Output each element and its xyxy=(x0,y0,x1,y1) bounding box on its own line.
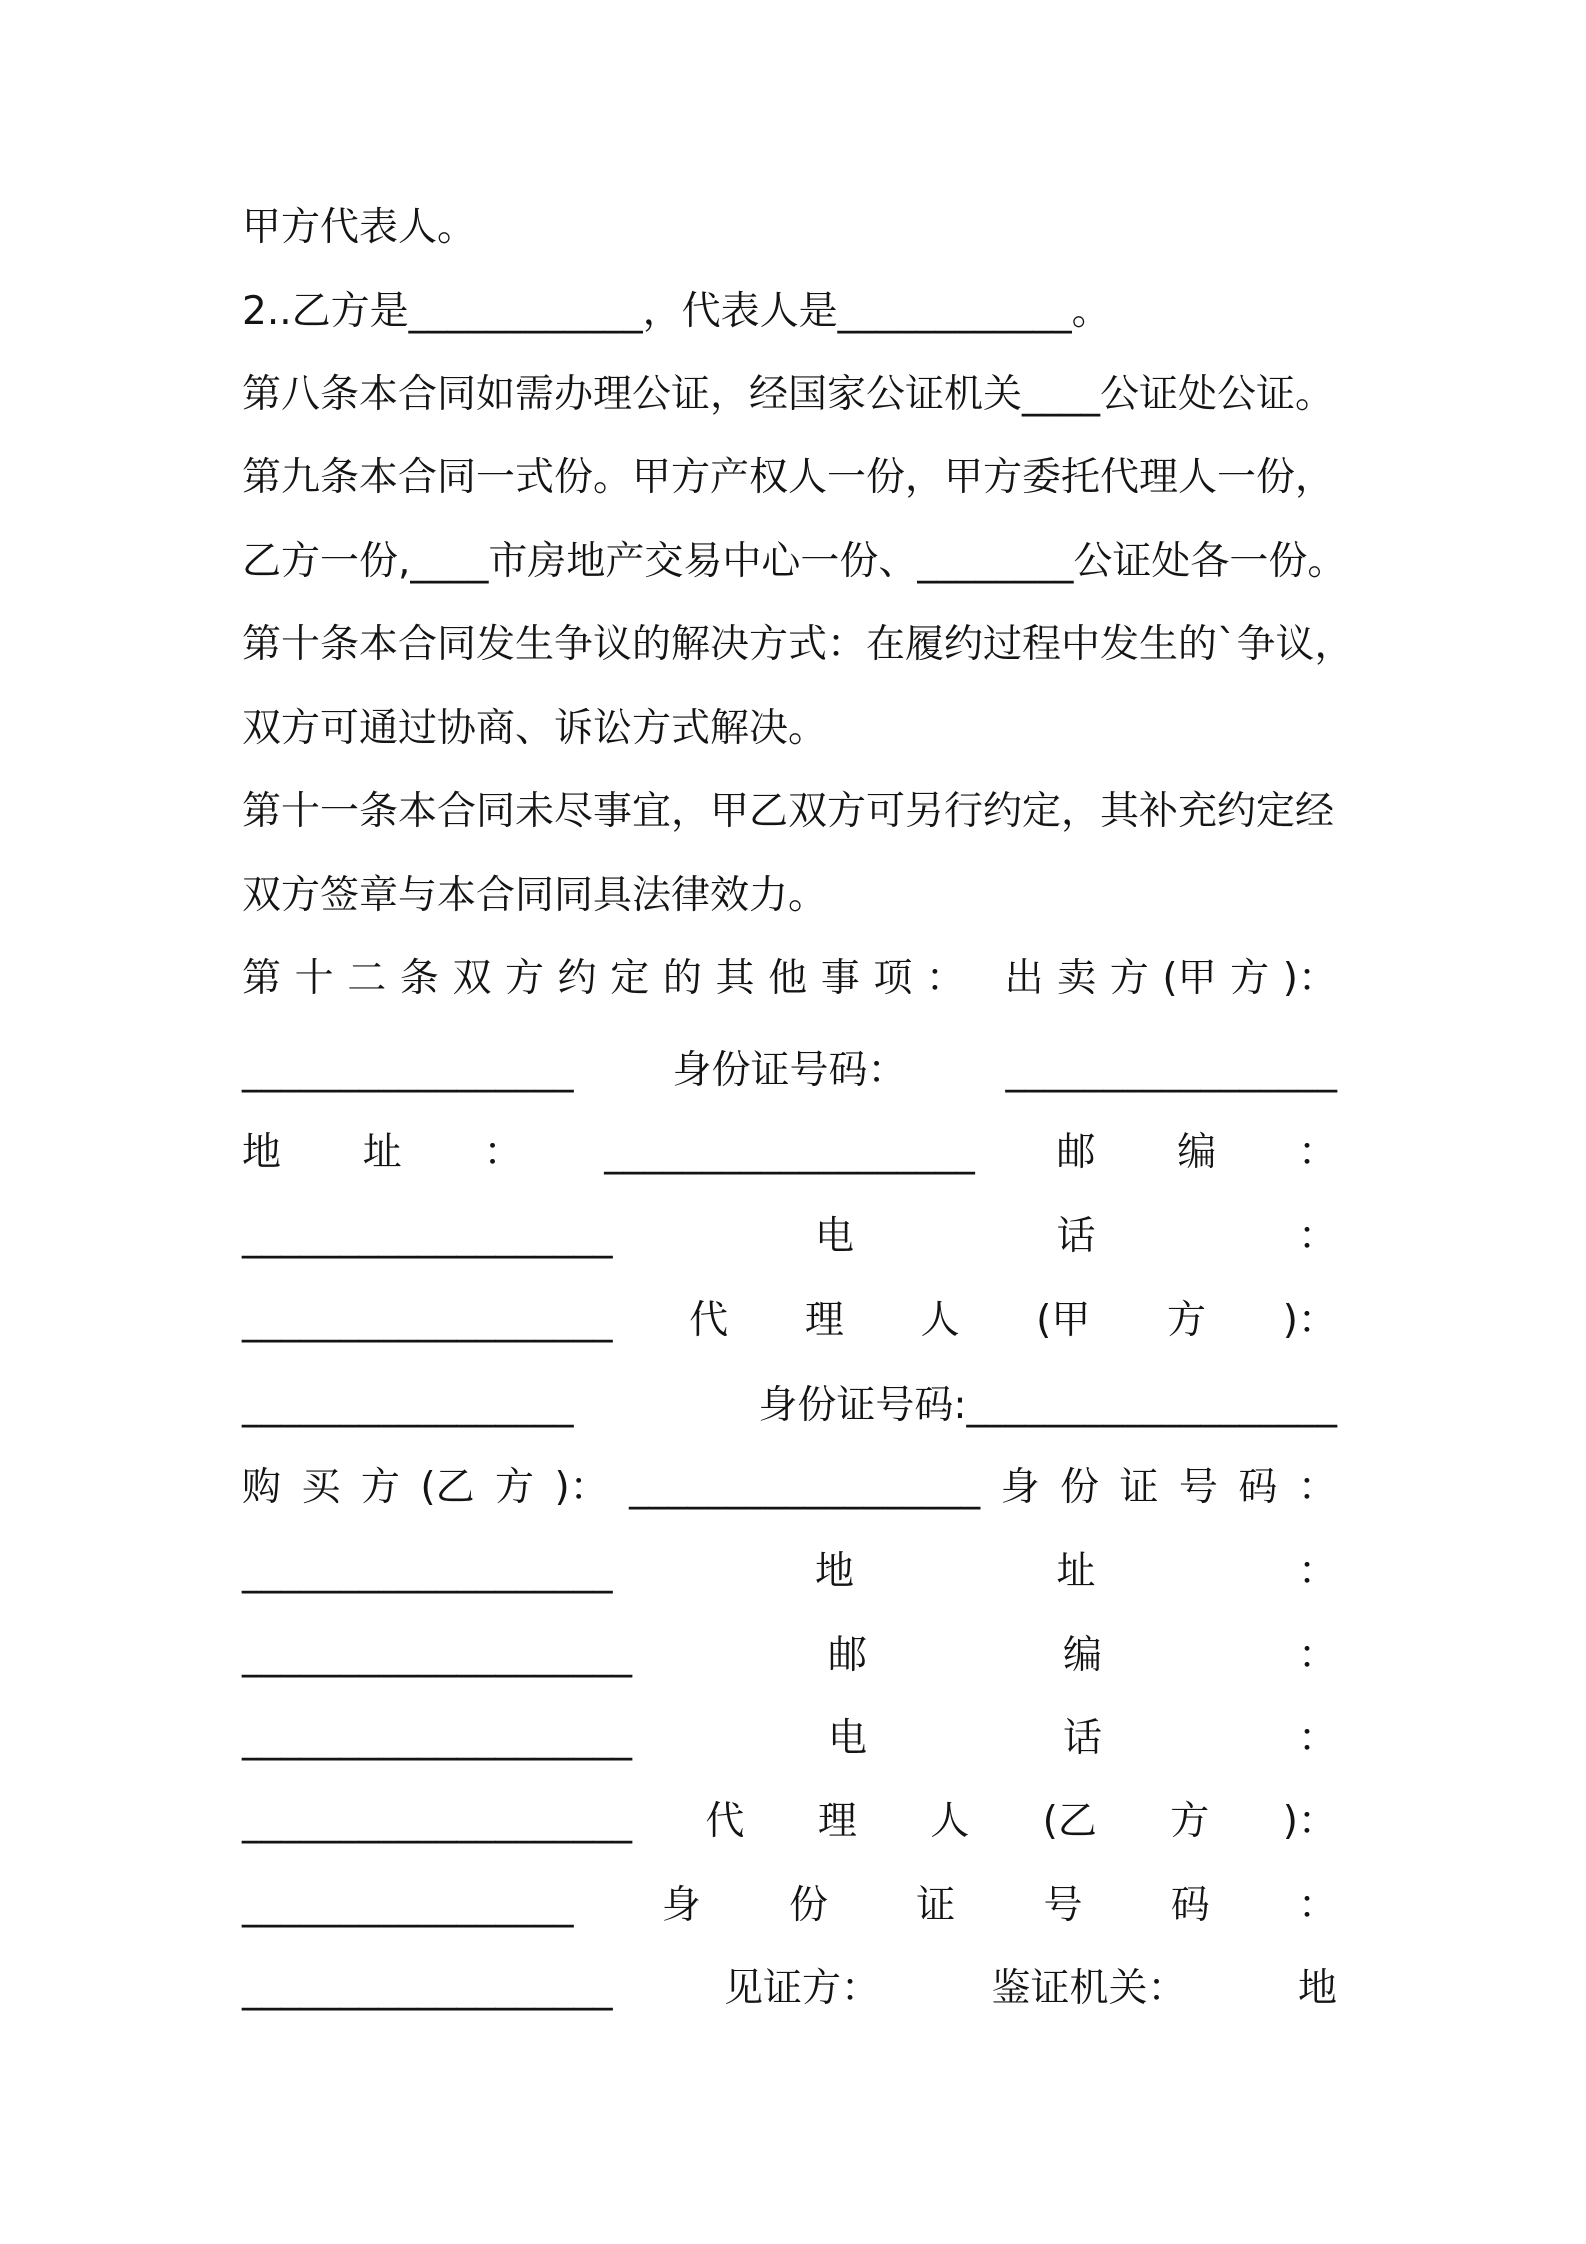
row-char: 其 xyxy=(715,956,755,1001)
seller-address-row xyxy=(242,1128,1337,1178)
buyer-row xyxy=(242,1463,1337,1513)
seller-agent-id-row xyxy=(242,1381,1337,1431)
row-char: 代 xyxy=(689,1298,729,1343)
row-char: 编 xyxy=(1062,1633,1102,1678)
clause-12-seller-row xyxy=(242,954,1337,1004)
row-char: 身 xyxy=(1000,1465,1040,1510)
row-char: ： xyxy=(483,1130,523,1175)
row-char: )： xyxy=(1282,956,1337,1001)
row-char: 的 xyxy=(662,956,702,1001)
blank-field: ___________________ xyxy=(242,1966,613,2011)
row-char: 话 xyxy=(1056,1214,1096,1259)
row-gap xyxy=(979,954,991,1004)
buyer-postcode-row xyxy=(242,1631,1337,1681)
row-char: 卖 xyxy=(1057,956,1097,1001)
row-char: 电 xyxy=(814,1214,854,1259)
buyer-agent-row xyxy=(242,1797,1337,1847)
row-char: )： xyxy=(554,1465,609,1510)
blank-field: __________________ xyxy=(629,1465,981,1510)
row-char: 约 xyxy=(557,956,597,1001)
row-char: ： xyxy=(925,956,965,1001)
row-char: 址 xyxy=(1056,1549,1096,1594)
row-char: 方 xyxy=(1170,1799,1210,1844)
row-char: (甲 xyxy=(1036,1298,1091,1343)
row-char: ： xyxy=(1297,1716,1337,1761)
blank-field: ____________________ xyxy=(242,1716,632,1761)
clause-11-line-1: 第十一条本合同未尽事宜，甲乙双方可另行约定，其补充约定经 xyxy=(242,789,1335,834)
notary-label: 鉴证机关： xyxy=(991,1966,1187,2011)
row-char: 地 xyxy=(1297,1966,1337,2011)
row-char: 买 xyxy=(301,1465,341,1510)
clause-11-line-2: 双方签章与本合同同具法律效力。 xyxy=(242,873,828,918)
row-char: 出 xyxy=(1004,956,1044,1001)
row-char: 邮 xyxy=(1056,1130,1096,1175)
row-char: ： xyxy=(1297,1883,1337,1928)
blank-field: _________________ xyxy=(242,1048,574,1093)
row-char: 他 xyxy=(768,956,808,1001)
row-char: 电 xyxy=(827,1716,867,1761)
buyer-address-row xyxy=(242,1547,1337,1597)
seller-agent-row xyxy=(242,1296,1337,1346)
row-char: 代 xyxy=(705,1799,745,1844)
row-char: ： xyxy=(1297,1633,1337,1678)
row-char: 人 xyxy=(920,1298,960,1343)
witness-label: 见证方： xyxy=(723,1966,880,2011)
row-char: 方 xyxy=(360,1465,400,1510)
buyer-phone-row xyxy=(242,1714,1337,1764)
row-char: 项 xyxy=(873,956,913,1001)
row-char: 码 xyxy=(1238,1465,1278,1510)
row-char: 话 xyxy=(1062,1716,1102,1761)
row-char: (乙 xyxy=(1042,1799,1097,1844)
row-char: 方 xyxy=(1167,1298,1207,1343)
row-char: 理 xyxy=(817,1799,857,1844)
row-char: (乙 xyxy=(420,1465,475,1510)
row-char: 证 xyxy=(1119,1465,1159,1510)
row-char: )： xyxy=(1282,1298,1337,1343)
clause-10-line-2: 双方可通过协商、诉讼方式解决。 xyxy=(242,706,828,751)
row-char: ： xyxy=(1297,1214,1337,1259)
row-char: 条 xyxy=(399,956,439,1001)
clause-9-line-2: 乙方一份,____市房地产交易中心一份、________公证处各一份。 xyxy=(242,539,1347,584)
row-char: ： xyxy=(1297,1130,1337,1175)
row-char: 方 xyxy=(495,1465,535,1510)
id-number-label: 身份证号码:___________________ xyxy=(758,1383,1337,1428)
row-char: 号 xyxy=(1043,1883,1083,1928)
blank-field: ___________________ xyxy=(604,1130,975,1175)
row-char: 邮 xyxy=(827,1633,867,1678)
row-char: 地 xyxy=(242,1130,282,1175)
row-char: 身 xyxy=(661,1883,701,1928)
blank-field: _________________ xyxy=(242,1383,574,1428)
row-char: 定 xyxy=(610,956,650,1001)
row-char: 号 xyxy=(1178,1465,1218,1510)
row-char: ： xyxy=(1297,1549,1337,1594)
row-char: 购 xyxy=(242,1465,282,1510)
blank-field: ___________________ xyxy=(242,1214,613,1259)
seller-id-row xyxy=(242,1046,1337,1096)
clause-9-line-1: 第九条本合同一式份。甲方产权人一份，甲方委托代理人一份， xyxy=(242,455,1335,500)
row-char: 双 xyxy=(452,956,492,1001)
blank-field: ___________________ xyxy=(242,1549,613,1594)
row-char: )： xyxy=(1282,1799,1337,1844)
blank-field: _________________ xyxy=(1005,1048,1337,1093)
clause-10-line-1: 第十条本合同发生争议的解决方式：在履约过程中发生的`争议， xyxy=(242,622,1354,667)
row-char: 方 xyxy=(505,956,545,1001)
blank-field: _________________ xyxy=(242,1883,574,1928)
row-char: 证 xyxy=(916,1883,956,1928)
row-char: 码 xyxy=(1170,1883,1210,1928)
row-char: 址 xyxy=(362,1130,402,1175)
blank-field: ____________________ xyxy=(242,1633,632,1678)
text-line-1: 甲方代表人。 xyxy=(242,205,477,250)
row-char: 地 xyxy=(814,1549,854,1594)
row-char: 十 xyxy=(294,956,334,1001)
row-char: 编 xyxy=(1177,1130,1217,1175)
row-char: 事 xyxy=(820,956,860,1001)
row-char: 份 xyxy=(788,1883,828,1928)
blank-field: ____________________ xyxy=(242,1799,632,1844)
row-char: (甲 xyxy=(1162,956,1217,1001)
blank-field: ___________________ xyxy=(242,1298,613,1343)
row-char: 二 xyxy=(347,956,387,1001)
text-line-2: 2..乙方是____________，代表人是____________。 xyxy=(242,289,1111,334)
clause-8: 第八条本合同如需办理公证，经国家公证机关____公证处公证。 xyxy=(242,372,1335,417)
row-char: 人 xyxy=(930,1799,970,1844)
witness-row xyxy=(242,1964,1337,2014)
row-char: 份 xyxy=(1060,1465,1100,1510)
seller-phone-row xyxy=(242,1212,1337,1262)
row-char: ： xyxy=(1297,1465,1337,1510)
id-number-label: 身份证号码： xyxy=(672,1048,907,1093)
row-char: 方 xyxy=(1109,956,1149,1001)
row-char: 理 xyxy=(804,1298,844,1343)
row-char: 方 xyxy=(1230,956,1270,1001)
buyer-agent-id-row xyxy=(242,1881,1337,1931)
row-char: 第 xyxy=(242,956,282,1001)
